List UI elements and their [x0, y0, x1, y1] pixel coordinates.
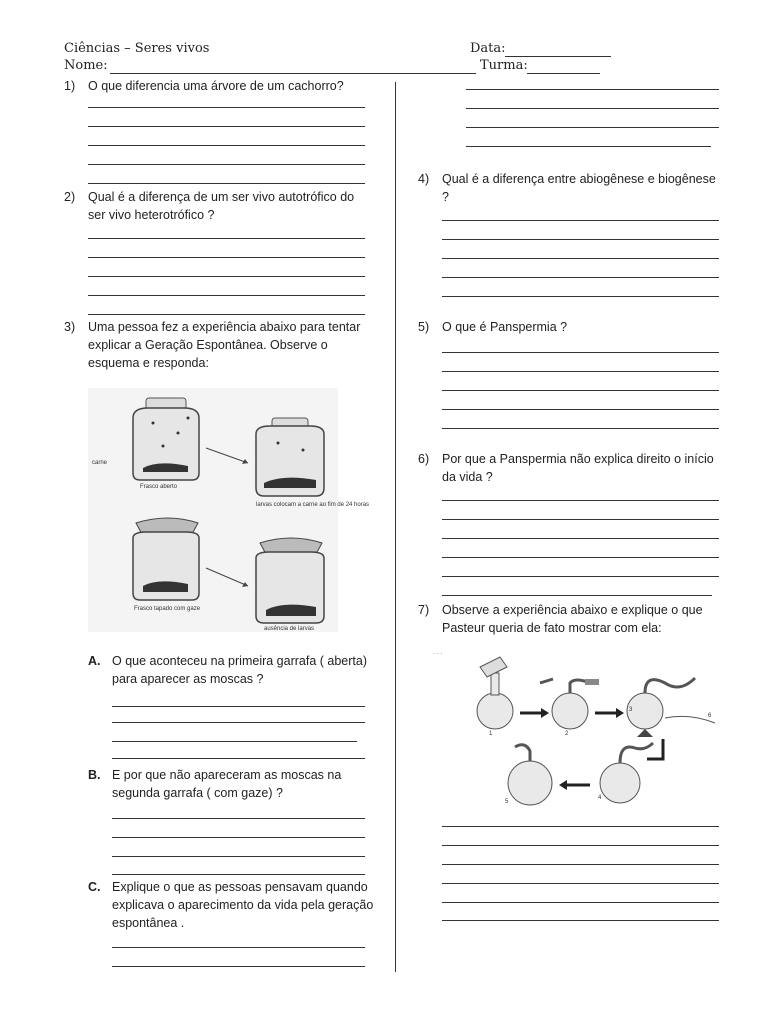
open-jar-label: Frasco aberto	[140, 484, 178, 490]
jar-experiment-drawing	[88, 388, 370, 632]
answer-line[interactable]	[112, 706, 365, 707]
question-text: O que é Panspermia ?	[442, 320, 568, 334]
jar-experiment-figure	[88, 388, 370, 632]
answer-line[interactable]	[442, 595, 712, 596]
subquestion-c	[88, 878, 374, 932]
question-number: 4)	[418, 172, 430, 186]
step-number: 2	[565, 731, 569, 737]
svg-text:· · ·: · · ·	[433, 651, 443, 657]
name-field[interactable]	[110, 73, 476, 74]
answer-line[interactable]	[112, 722, 365, 723]
gauze-jar-label: Frasco tapado com gaze	[134, 606, 201, 612]
question-text: Uma pessoa fez a experiência abaixo para tentar explicar a Geração Espontânea. Observe o esquema e responda:	[88, 320, 361, 370]
answer-line[interactable]	[442, 220, 719, 221]
step-number: 1	[489, 731, 493, 737]
question-2	[64, 188, 373, 224]
answer-line[interactable]	[442, 538, 719, 539]
answer-line[interactable]	[88, 276, 365, 277]
subquestion-letter: B.	[88, 768, 101, 782]
subquestion-text: E por que não apareceram as moscas na segunda garrafa ( com gaze) ?	[112, 768, 342, 800]
question-6	[418, 450, 727, 486]
subquestion-text: O que aconteceu na primeira garrafa ( aberta) para aparecer as moscas ?	[112, 654, 367, 686]
step-number: 6	[708, 713, 712, 719]
answer-line[interactable]	[466, 127, 719, 128]
answer-line[interactable]	[112, 856, 365, 857]
answer-line[interactable]	[112, 741, 357, 742]
answer-line[interactable]	[442, 352, 719, 353]
answer-line[interactable]	[112, 947, 365, 948]
question-text: Qual é a diferença de um ser vivo autotrófico do ser vivo heterotrófico ?	[88, 190, 355, 222]
answer-line[interactable]	[442, 409, 719, 410]
larvae-label: larvas colocam a carne ao fim de 24 horas	[256, 502, 370, 508]
question-4	[418, 170, 722, 206]
subquestion-letter: A.	[88, 654, 101, 668]
question-number: 6)	[418, 452, 430, 466]
open-jar-larvae	[256, 418, 324, 496]
question-number: 5)	[418, 320, 430, 334]
answer-line[interactable]	[442, 277, 719, 278]
step-number: 4	[598, 795, 602, 801]
question-text: Por que a Panspermia não explica direito o início da vida ?	[442, 452, 714, 484]
open-jar	[133, 398, 199, 480]
answer-line[interactable]	[442, 883, 719, 884]
question-number: 1)	[64, 79, 76, 93]
question-3	[64, 318, 373, 372]
question-number: 3)	[64, 320, 76, 334]
question-text: Qual é a diferença entre abiogênese e biogênese ?	[442, 172, 716, 204]
answer-line[interactable]	[442, 239, 719, 240]
answer-line[interactable]	[442, 428, 719, 429]
answer-line[interactable]	[442, 519, 719, 520]
answer-line[interactable]	[442, 864, 719, 865]
answer-line[interactable]	[88, 314, 365, 315]
question-text: O que diferencia uma árvore de um cachorro?	[88, 79, 344, 93]
gauze-jar	[133, 518, 199, 600]
answer-line[interactable]	[442, 371, 719, 372]
answer-line[interactable]	[466, 89, 719, 90]
subquestion-b	[88, 766, 367, 802]
answer-line[interactable]	[88, 126, 365, 127]
question-text: Observe a experiência abaixo e explique o que Pasteur queria de fato mostrar com ela:	[442, 603, 703, 635]
answer-line[interactable]	[88, 145, 365, 146]
question-number: 7)	[418, 603, 430, 617]
date-label: Data:	[470, 41, 506, 56]
answer-line[interactable]	[442, 258, 719, 259]
no-larvae-label: ausência de larvas	[264, 626, 315, 632]
step-number: 3	[629, 707, 633, 713]
name-label: Nome:	[64, 58, 108, 73]
answer-line[interactable]	[88, 238, 365, 239]
answer-line[interactable]	[442, 296, 719, 297]
answer-line[interactable]	[88, 183, 365, 184]
answer-line[interactable]	[88, 295, 365, 296]
question-5	[418, 318, 722, 336]
answer-line[interactable]	[442, 500, 719, 501]
meat-label: carne	[92, 460, 108, 466]
subject-title: Ciências – Seres vivos	[64, 41, 210, 56]
step-number: 5	[505, 799, 509, 805]
answer-line[interactable]	[88, 257, 365, 258]
answer-line[interactable]	[466, 108, 719, 109]
answer-line[interactable]	[442, 390, 719, 391]
answer-line[interactable]	[112, 874, 365, 875]
subquestion-text: Explique o que as pessoas pensavam quando explicava o aparecimento da vida pela geração espontânea .	[112, 880, 374, 930]
date-field[interactable]	[505, 56, 611, 57]
answer-line[interactable]	[88, 164, 365, 165]
gauze-jar-no-larvae	[256, 538, 324, 623]
answer-line[interactable]	[442, 826, 719, 827]
answer-line[interactable]	[112, 758, 365, 759]
answer-line[interactable]	[442, 845, 719, 846]
pasteur-experiment-figure	[425, 643, 725, 815]
question-1	[64, 77, 388, 95]
column-divider	[395, 82, 396, 972]
question-number: 2)	[64, 190, 76, 204]
question-7	[418, 601, 732, 637]
answer-line[interactable]	[442, 902, 719, 903]
subquestion-letter: C.	[88, 880, 101, 894]
answer-line[interactable]	[112, 966, 365, 967]
answer-line[interactable]	[112, 837, 365, 838]
answer-line[interactable]	[442, 557, 719, 558]
pasteur-flask-drawing	[425, 643, 725, 815]
answer-line[interactable]	[88, 107, 365, 108]
answer-line[interactable]	[112, 818, 365, 819]
answer-line[interactable]	[466, 146, 711, 147]
answer-line[interactable]	[442, 576, 719, 577]
class-label: Turma:	[480, 58, 528, 73]
answer-line[interactable]	[442, 920, 719, 921]
subquestion-a	[88, 652, 367, 688]
class-field[interactable]	[527, 73, 600, 74]
